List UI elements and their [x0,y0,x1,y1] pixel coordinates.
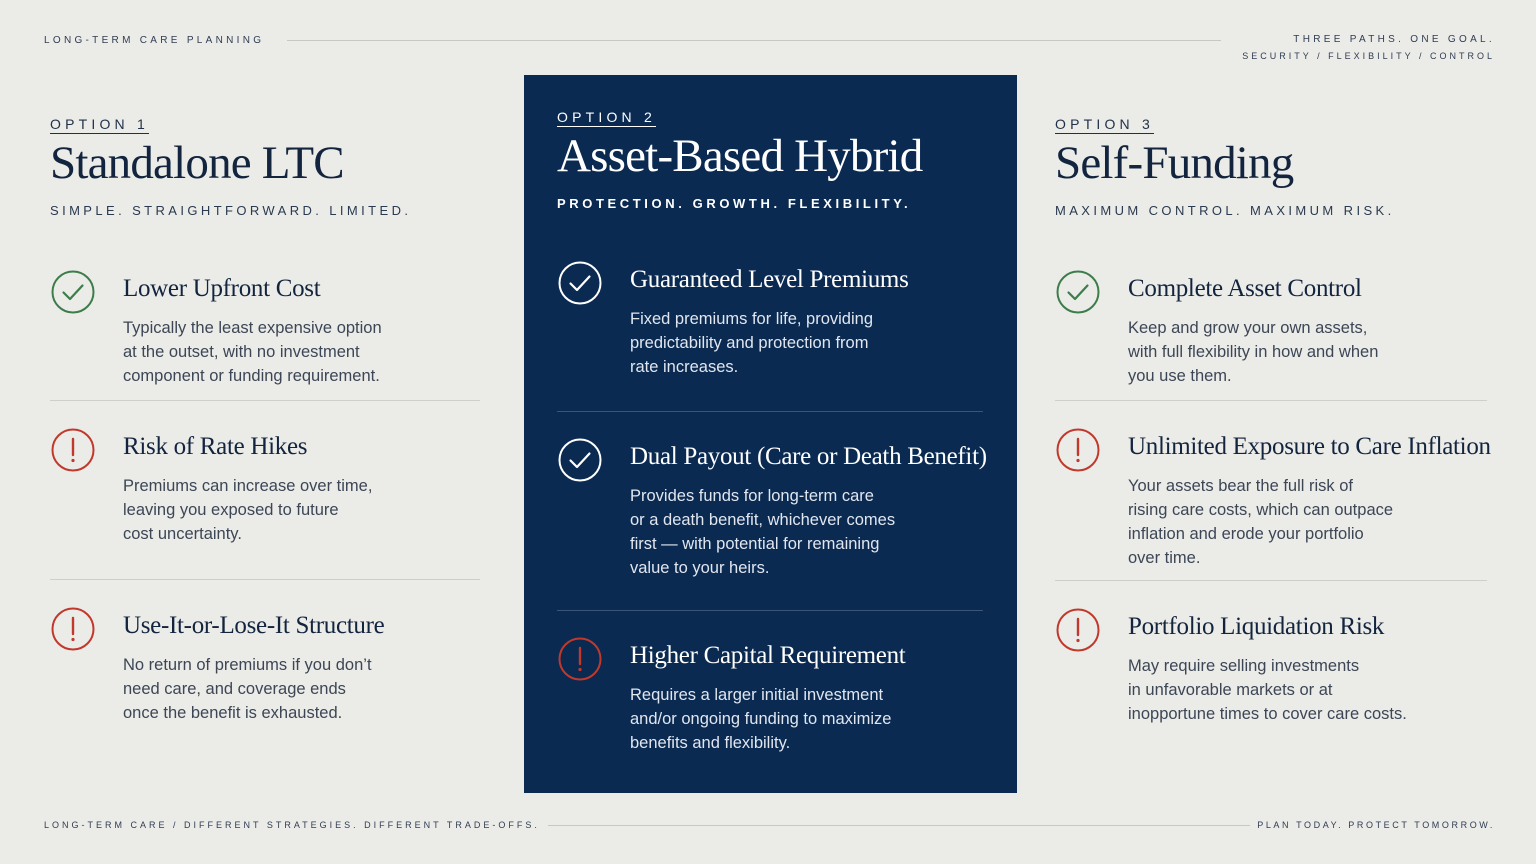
footer-tagline: LONG-TERM CARE / DIFFERENT STRATEGIES. DIFFERENT TRADE-OFFS. [44,820,540,830]
list-item [50,428,480,579]
item-description-line: or a death benefit, whichever comes [630,511,896,529]
footer-motto: PLAN TODAY. PROTECT TOMORROW. [1257,820,1495,830]
option-2-column [524,75,1017,793]
option-label: OPTION 2 [557,109,656,125]
list-item [50,607,480,737]
item-title: Use-It-or-Lose-It Structure [123,612,385,639]
item-title: Complete Asset Control [1128,275,1362,302]
option-items [50,270,480,737]
list-item [557,637,983,755]
list-item [557,438,987,610]
list-item [1055,608,1487,738]
item-description-line: Requires a larger initial investment [630,686,884,704]
item-description-line: inopportune times to cover care costs. [1128,705,1407,723]
item-description [123,316,480,388]
option-subtitle: PROTECTION. GROWTH. FLEXIBILITY. [557,196,912,211]
item-description [630,683,983,755]
list-item [50,270,480,400]
item-description [1128,654,1487,726]
item-description-line: No return of premiums if you don’t [123,656,372,674]
check-circle-icon [558,261,602,305]
item-description-line: Premiums can increase over time, [123,477,373,495]
item-divider [557,610,983,611]
item-description-line: rate increases. [630,358,739,376]
item-description-line: first — with potential for remaining [630,535,880,553]
item-description-line: predictability and protection from [630,334,869,352]
check-circle-icon [558,438,602,482]
item-description-line: value to your heirs. [630,559,770,577]
option-label: OPTION 3 [1055,116,1154,132]
option-subtitle: SIMPLE. STRAIGHTFORWARD. LIMITED. [50,203,412,218]
check-circle-icon [1056,270,1100,314]
item-description-line: component or funding requirement. [123,367,380,385]
header-divider [287,40,1221,41]
item-divider [50,400,480,401]
alert-circle-icon [558,637,602,681]
item-description [1128,316,1487,388]
item-description-line: at the outset, with no investment [123,343,360,361]
option-title: Asset-Based Hybrid [557,130,923,182]
item-description-line: leaving you exposed to future [123,501,339,519]
item-divider [50,579,480,580]
item-description-line: May require selling investments [1128,657,1360,675]
option-1-column [50,116,480,737]
item-description-line: with full flexibility in how and when [1128,343,1379,361]
alert-circle-icon [51,607,95,651]
option-3-column [1055,116,1491,738]
item-title: Lower Upfront Cost [123,275,321,302]
header-motto [1242,34,1495,61]
list-item [1055,428,1491,580]
item-description-line: and/or ongoing funding to maximize [630,710,892,728]
item-title: Portfolio Liquidation Risk [1128,613,1385,640]
option-title: Standalone LTC [50,137,344,189]
item-divider [557,411,983,412]
item-title: Dual Payout (Care or Death Benefit) [630,443,987,470]
option-items [1055,270,1491,738]
item-description-line: benefits and flexibility. [630,734,791,752]
alert-circle-icon [51,428,95,472]
item-description [630,307,983,379]
option-title: Self-Funding [1055,137,1294,189]
item-description-line: rising care costs, which can outpace [1128,501,1394,519]
item-description-line: cost uncertainty. [123,525,242,543]
item-description [123,474,480,546]
item-description-line: Your assets bear the full risk of [1128,477,1354,495]
item-description-line: inflation and erode your portfolio [1128,525,1364,543]
item-description [123,653,480,725]
item-description-line: Typically the least expensive option [123,319,382,337]
item-description-line: you use them. [1128,367,1232,385]
header-tagline: LONG-TERM CARE PLANNING [44,35,265,46]
option-items [557,261,987,755]
item-title: Risk of Rate Hikes [123,433,308,460]
option-label: OPTION 1 [50,116,149,132]
header-motto-line1: THREE PATHS. ONE GOAL. [1293,34,1495,45]
item-description [1128,474,1487,570]
item-title: Higher Capital Requirement [630,642,906,669]
item-divider [1055,580,1487,581]
item-description-line: Fixed premiums for life, providing [630,310,874,328]
item-description-line: once the benefit is exhausted. [123,704,343,722]
list-item [557,261,983,411]
item-description-line: in unfavorable markets or at [1128,681,1333,699]
alert-circle-icon [1056,428,1100,472]
item-description-line: over time. [1128,549,1201,567]
list-item [1055,270,1487,400]
header-motto-line2: SECURITY / FLEXIBILITY / CONTROL [1242,51,1495,61]
alert-circle-icon [1056,608,1100,652]
item-description [630,484,983,580]
item-title: Unlimited Exposure to Care Inflation [1128,433,1491,460]
item-description-line: Provides funds for long-term care [630,487,874,505]
item-description-line: need care, and coverage ends [123,680,346,698]
item-title: Guaranteed Level Premiums [630,266,909,293]
check-circle-icon [51,270,95,314]
item-description-line: Keep and grow your own assets, [1128,319,1368,337]
option-subtitle: MAXIMUM CONTROL. MAXIMUM RISK. [1055,203,1395,218]
item-divider [1055,400,1487,401]
footer-divider [548,825,1250,826]
